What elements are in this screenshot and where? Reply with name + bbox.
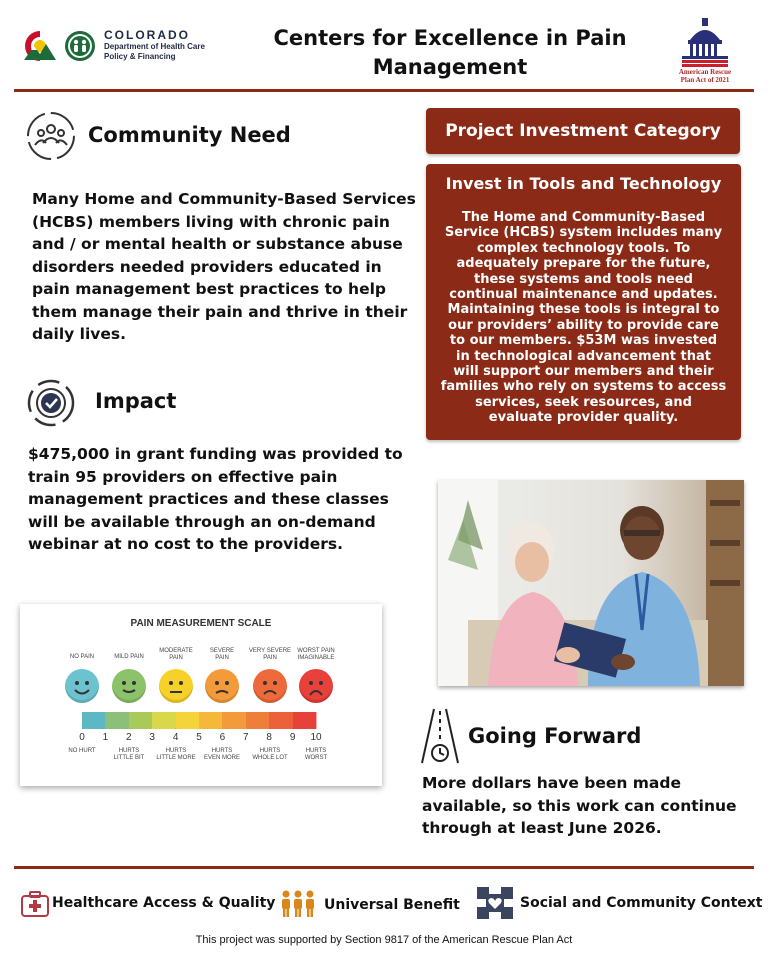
tag-universal-benefit: Universal Benefit	[324, 897, 460, 913]
pain-hurt-label: HURTS LITTLE BIT	[113, 748, 145, 761]
going-forward-text	[422, 772, 752, 840]
pain-measurement-scale	[20, 604, 382, 786]
investment-panel	[426, 164, 741, 440]
investment-text	[434, 210, 733, 426]
pain-level-label: MODERATE PAIN	[159, 648, 193, 661]
pain-scale-number: 8	[266, 732, 272, 743]
impact-text	[28, 443, 418, 556]
community-need-title: Community Need	[88, 123, 291, 147]
pain-scale-number: 6	[219, 732, 226, 743]
text-line: to our members. $53M was invested	[449, 333, 718, 349]
text-line: Many Home and Community-Based Services	[32, 190, 416, 208]
text-line: train 95 providers on effective pain	[28, 467, 338, 486]
text-line: and / or mental health or substance abuse	[32, 235, 403, 253]
pain-hurt-label: NO HURT	[68, 748, 96, 754]
text-line: disorders needed providers educated in	[32, 257, 382, 276]
pain-scale-number: 9	[289, 732, 296, 743]
header-divider	[14, 89, 754, 92]
project-investment-category-label: Project Investment Category	[426, 108, 740, 154]
pain-face-icon	[65, 669, 99, 703]
text-line: The Home and Community-Based	[461, 210, 706, 225]
pain-scale-segment	[293, 712, 318, 729]
text-line: management practices and these classes	[28, 490, 389, 508]
pain-scale-number: 1	[102, 732, 109, 743]
text-line: available, so this work can continue	[422, 796, 737, 815]
impact-title: Impact	[95, 389, 177, 413]
pain-scale-segment	[222, 712, 247, 729]
funding-credit: This project was supported by Section 9817 of the American Rescue Plan Act	[195, 934, 573, 946]
arp-logo-text	[664, 68, 746, 84]
pain-scale-title: PAIN MEASUREMENT SCALE	[130, 618, 272, 629]
pain-face-icon	[112, 669, 146, 703]
text-line: adequately prepare for the future,	[456, 256, 711, 272]
text-line: our providers’ ability to provide care	[448, 317, 719, 333]
pain-scale-segment	[199, 712, 224, 729]
people-group-icon	[26, 111, 76, 161]
page-title	[250, 24, 650, 82]
pain-level-label: NO PAIN	[69, 654, 95, 660]
org-subtitle-1: Department of Health Care	[104, 42, 205, 51]
text-line: $475,000 in grant funding was provided to	[28, 445, 403, 463]
community-need-text	[32, 188, 422, 346]
arp-logo-line-2: Plan Act of 2021	[680, 76, 730, 84]
arp-logo-line-1: American Rescue	[678, 68, 732, 76]
text-line: Service (HCBS) system includes many	[444, 225, 723, 241]
text-line: families who rely on systems to access	[440, 379, 727, 395]
text-line: services, seek resources, and	[475, 394, 692, 410]
pain-scale-segment	[176, 712, 201, 729]
text-line: (HCBS) members living with chronic pain	[32, 212, 390, 231]
going-forward-title: Going Forward	[468, 724, 642, 748]
pain-hurt-label: HURTS EVEN MORE	[203, 748, 240, 761]
text-line: More dollars have been made	[422, 774, 681, 792]
org-name-block	[104, 28, 205, 62]
pain-scale-number: 0	[79, 732, 85, 743]
pain-level-label: VERY SEVERE PAIN	[248, 648, 292, 661]
pain-scale-segment	[269, 712, 294, 729]
tag-healthcare-access: Healthcare Access & Quality	[52, 895, 276, 911]
pain-scale-segment	[246, 712, 271, 729]
pain-hurt-label: HURTS WORST	[304, 748, 328, 761]
road-milestone-icon	[420, 707, 460, 765]
pain-face-icon	[205, 669, 239, 703]
pain-scale-segment	[105, 712, 130, 729]
text-line: evaluate provider quality.	[488, 410, 679, 426]
pain-level-label: SEVERE PAIN	[209, 648, 235, 661]
footer-divider	[14, 866, 754, 869]
org-name: COLORADO	[104, 28, 190, 42]
pain-level-label: MILD PAIN	[114, 654, 144, 660]
pain-face-icon	[159, 669, 193, 703]
hands-heart-icon	[476, 886, 514, 920]
pain-level-label: WORST PAIN IMAGINABLE	[297, 648, 335, 661]
pain-scale-segment	[82, 712, 107, 729]
pain-scale-number: 3	[149, 732, 155, 743]
text-line: daily lives.	[32, 325, 127, 343]
page-title-line-2: Management	[372, 55, 528, 79]
medical-kit-icon	[20, 890, 50, 918]
text-line: through at least June 2026.	[422, 819, 662, 837]
page-title-line-1: Centers for Excellence in Pain	[273, 26, 627, 50]
caregiver-photo	[438, 480, 744, 686]
text-line: will support our members and their	[453, 364, 714, 380]
text-line: continual maintenance and updates.	[449, 287, 718, 303]
org-subtitle-2: Policy & Financing	[104, 52, 176, 61]
pain-scale-number: 2	[126, 732, 132, 743]
pain-hurt-label: HURTS WHOLE LOT	[252, 748, 288, 761]
text-line: them manage their pain and thrive in their	[32, 302, 408, 321]
tag-social-community-context: Social and Community Context	[520, 895, 763, 911]
capitol-dome-icon	[668, 14, 742, 70]
pain-scale-number: 5	[196, 732, 202, 743]
investment-title: Invest in Tools and Technology	[445, 174, 722, 193]
colorado-flag-icon	[22, 26, 102, 66]
text-line: these systems and tools need	[473, 271, 693, 287]
pain-scale-segment	[129, 712, 154, 729]
pain-face-icon	[253, 669, 287, 703]
pain-hurt-label: HURTS LITTLE MORE	[156, 748, 196, 761]
text-line: complex technology tools. To	[476, 240, 691, 256]
pain-scale-number: 4	[172, 732, 179, 743]
checkmark-target-icon	[26, 378, 76, 428]
people-icon	[280, 889, 316, 919]
text-line: in technological advancement that	[456, 348, 711, 364]
pain-scale-number: 10	[310, 732, 322, 743]
pain-scale-segment	[152, 712, 177, 729]
text-line: pain management best practices to help	[32, 280, 386, 298]
text-line: Maintaining these tools is integral to	[447, 302, 720, 318]
text-line: will be available through an on-demand	[28, 512, 376, 531]
text-line: webinar at no cost to the providers.	[28, 535, 343, 553]
pain-scale-number: 7	[243, 732, 249, 743]
pain-face-icon	[299, 669, 333, 703]
